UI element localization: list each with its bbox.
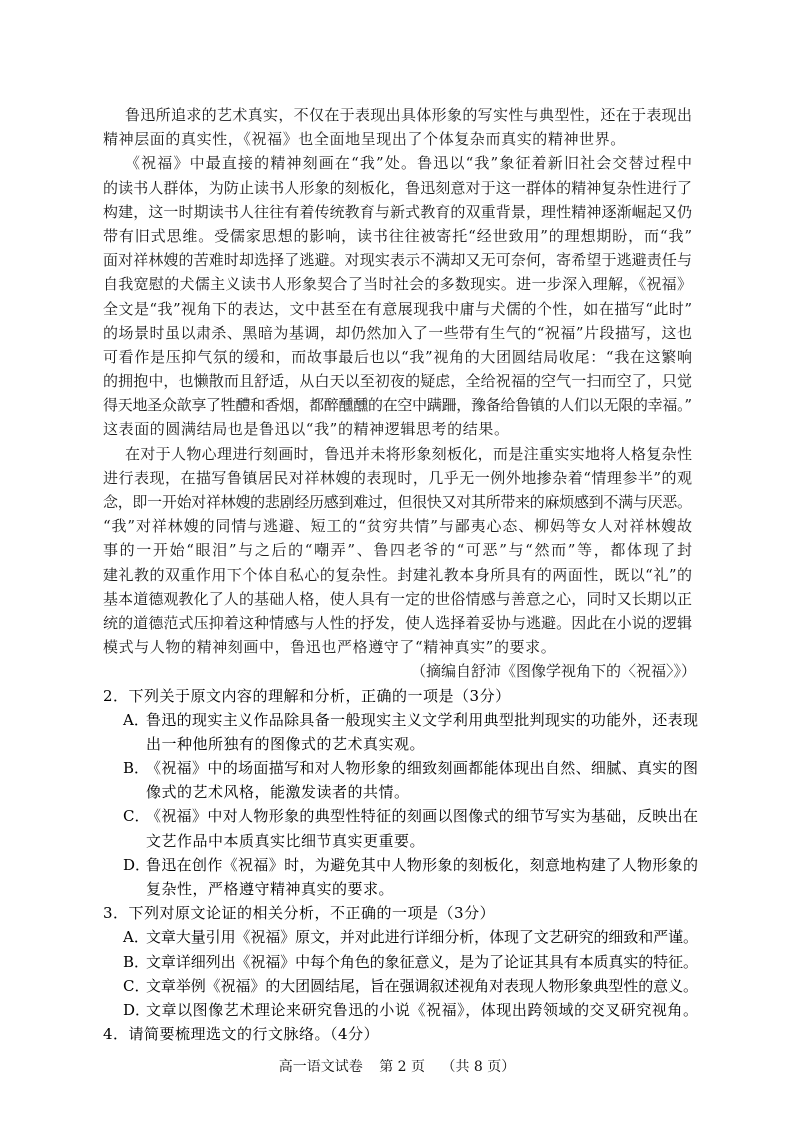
passage-line [103,563,698,587]
option-d [103,998,698,1022]
option-b [103,756,698,804]
passage-line-text: 基本道德观教化了人的基础人格，使人具有一定的世俗情感与善意之心，同时又长期以正 [103,589,693,608]
passage-line-text: 事的一开始“眼泪”与之后的“嘲弄”、鲁四老爷的“可恶”与“然而”等，都体现了封 [103,541,694,560]
option-label: A． [123,928,149,947]
passage-line [103,611,698,635]
passage-line-text: 的拥抱中，也懒散而且舒适，从白天以至初夜的疑虑，全给祝福的空气一扫而空了，只觉 [103,372,693,391]
passage-line [103,393,698,417]
option-first-line [103,950,698,974]
option-first-line [103,804,698,828]
passage-line-text: 可看作是压抑气氛的缓和，而故事最后也以“我”视角的大团圆结局收尾：“我在这繁响 [103,347,693,366]
option-first-line [103,756,698,780]
passage-line-text: 得天地圣众歆享了牲醴和香烟，都醉醺醺的在空中蹒跚，豫备给鲁镇的人们以无限的幸福。” [103,396,692,415]
option-text: 文艺作品中本质真实比细节真实更重要。 [146,831,426,850]
option-text: 《祝福》中的场面描写和对人物形象的细致刻画都能体现出自然、细腻、真实的图 [146,759,699,778]
option-c [103,974,698,998]
option-d [103,853,698,901]
passage-line [103,490,698,514]
question-3 [103,901,698,1022]
passage-line-text: “我”对祥林嫂的同情与逃避、短工的“贫穷共情”与鄙夷心态、柳妈等女人对祥林嫂故 [103,517,693,536]
passage-line-text: 的读书人群体，为防止读书人形象的刻板化，鲁迅刻意对于这一群体的精神复杂性进行了 [103,178,693,197]
option-first-line [103,974,698,998]
passage-line-text: 念，即一开始对祥林嫂的悲剧经历感到难过，但很快又对其所带来的麻烦感到不满与厌恶。 [103,493,692,511]
option-text: 复杂性，严格遵守精神真实的要求。 [146,880,395,898]
passage-line [103,466,698,490]
passage-line [103,587,698,611]
question-stem-row [103,901,698,925]
option-label: C． [123,976,150,995]
passage-line [103,442,698,466]
passage-paragraph [103,103,698,151]
option-continuation-line [103,829,698,853]
passage-line-text: 面对祥林嫂的苦难时却选择了逃避。对现实表示不满却又无可奈何，寄希望于逃避责任与 [103,251,693,270]
option-first-line [103,998,698,1022]
passage-line [103,103,698,127]
option-label: C． [123,807,150,826]
option-continuation-line [103,732,698,756]
footer-page-total: （共 8 页） [441,1059,516,1075]
option-continuation-line [103,877,698,901]
question-stem: 下列对原文论证的相关分析，不正确的一项是（3分） [128,904,496,923]
page-footer [0,1056,794,1078]
passage-line-text: 《祝福》中最直接的精神刻画在“我”处。鲁迅以“我”象征着新旧社会交替过程中 [125,154,694,173]
question-section [103,684,698,1047]
option-text: 鲁迅的现实主义作品除具备一般现实主义文学利用典型批判现实的功能外，还表现 [146,710,699,729]
option-text: 《祝福》中对人物形象的典型性特征的刻画以图像式的细节写实为基础，反映出在 [146,807,699,826]
passage-line [103,538,698,562]
question-number: 3． [103,904,129,923]
passage-line-text: 进行表现，在描写鲁镇居民对祥林嫂的表现时，几乎无一例外地掺杂着“情理参半”的观 [103,468,693,487]
passage-line [103,514,698,538]
option-continuation-line [103,780,698,804]
option-b [103,950,698,974]
passage-paragraph [103,442,698,660]
option-first-line [103,853,698,877]
passage-line-text: 自我宽慰的犬儒主义读书人形象契合了当时社会的多数现实。进一步深入理解，《祝福》 [103,275,693,294]
question-number: 2． [103,686,129,705]
passage-line-text: 模式与人物的精神刻画中，鲁迅也严格遵守了“精神真实”的要求。 [103,638,557,657]
footer-exam-title: 高一语文试卷 [278,1059,363,1075]
option-a [103,925,698,949]
question-stem: 请简要梳理选文的行文脉络。（4分） [128,1025,380,1044]
passage-line [103,635,698,659]
passage-line [103,369,698,393]
option-text: 文章详细列出《祝福》中每个角色的象征意义，是为了论证其具有本质真实的特征。 [146,952,698,971]
passage-line [103,200,698,224]
option-text: 鲁迅在创作《祝福》时，为避免其中人物形象的刻板化，刻意地构建了人物形象的 [146,855,699,874]
passage-line-text: 构建，这一时期读书人往往有着传统教育与新式教育的双重背景，理性精神逐渐崛起又仍 [103,202,693,221]
option-text: 像式的艺术风格，能激发读者的共情。 [146,783,410,802]
question-2 [103,684,698,902]
passage-line [103,151,698,175]
passage-line [103,321,698,345]
question-stem-row [103,1022,698,1046]
passage-line-text: 精神层面的真实性，《祝福》也全面地呈现出了个体复杂而真实的精神世界。 [103,130,626,149]
option-first-line [103,708,698,732]
passage-line [103,272,698,296]
question-number: 4． [103,1025,129,1044]
passage-line-text: 在对于人物心理进行刻画时，鲁迅并未将形象刻板化，而是注重实实地将人格复杂性 [125,444,693,463]
option-label: D． [123,855,151,874]
option-text: 文章大量引用《祝福》原文，并对此进行详细分析，体现了文艺研究的细致和严谨。 [146,928,698,947]
passage-line [103,176,698,200]
option-text: 文章举例《祝福》的大团圆结尾，旨在强调叙述视角对表现人物形象典型性的意义。 [146,976,698,995]
passage-line [103,297,698,321]
passage-line-text: 的场景时虽以肃杀、黑暗为基调，却仍然加入了一些带有生气的“祝福”片段描写，这也 [103,323,693,342]
option-text: 出一种他所独有的图像式的艺术真实观。 [146,734,426,753]
option-label: D． [123,1000,151,1019]
footer-page-number: 第 2 页 [379,1059,425,1075]
question-stem: 下列关于原文内容的理解和分析，正确的一项是（3分） [128,686,511,705]
option-label: A． [123,710,149,729]
passage-line [103,224,698,248]
passage-line-text: 全文是“我”视角下的表达，文中甚至在有意展现我中庸与犬儒的个性，如在描写“此时” [103,299,693,318]
question-4 [103,1022,698,1046]
passage-line [103,345,698,369]
passage-line-text: 鲁迅所追求的艺术真实，不仅在于表现出具体形象的写实性与典型性，还在于表现出 [125,106,693,124]
option-label: B． [123,952,150,971]
passage-line [103,248,698,272]
option-c [103,804,698,852]
passage-line-text: 统的道德范式压抑着这种情感与人性的抒发，使人选择着妥协与逃避。因此在小说的逻辑 [103,613,693,632]
passage-line-text: 带有旧式思维。受儒家思想的影响，读书往往被寄托“经世致用”的理想期盼，而“我” [103,226,693,245]
passage-line-text: 建礼教的双重作用下个体自私心的复杂性。封建礼教本身所具有的两面性，既以“礼”的 [103,565,693,584]
source-citation: （摘编自舒沛《图像学视角下的〈祝福〉》） [410,662,696,681]
passage-paragraph [103,151,698,441]
passage-line [103,127,698,151]
page-content [103,103,698,1046]
reading-passage [103,103,698,659]
passage-line-text: 这表面的圆满结局也是鲁迅以“我”的精神逻辑思考的结果。 [103,420,510,439]
option-a [103,708,698,756]
passage-line [103,417,698,441]
option-first-line [103,925,698,949]
source-citation-row [103,659,698,683]
option-label: B． [123,759,150,778]
option-text: 文章以图像艺术理论来研究鲁迅的小说《祝福》，体现出跨领域的交叉研究视角。 [146,1000,699,1019]
question-stem-row [103,684,698,708]
